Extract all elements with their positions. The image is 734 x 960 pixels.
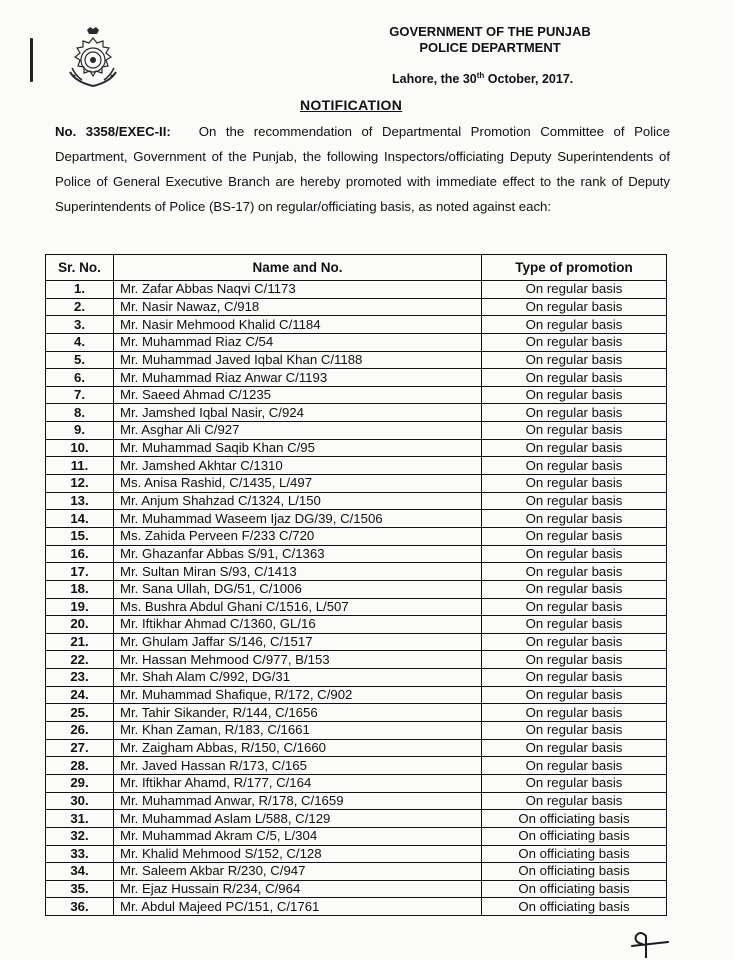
name-cell: Mr. Zafar Abbas Naqvi C/1173 [114, 281, 482, 299]
sr-number-cell: 6. [46, 369, 114, 387]
name-cell: Ms. Zahida Perveen F/233 C/720 [114, 527, 482, 545]
promotion-type-cell: On regular basis [482, 739, 667, 757]
promotion-type-cell: On regular basis [482, 404, 667, 422]
promotion-type-cell: On regular basis [482, 298, 667, 316]
name-cell: Mr. Muhammad Riaz C/54 [114, 333, 482, 351]
name-cell: Mr. Saeed Ahmad C/1235 [114, 386, 482, 404]
table-row [46, 386, 667, 404]
sr-number-cell: 34. [46, 863, 114, 881]
sr-number-cell: 27. [46, 739, 114, 757]
sr-number-cell: 22. [46, 651, 114, 669]
sr-number-cell: 20. [46, 616, 114, 634]
column-header-sr-no: Sr. No. [46, 255, 114, 281]
name-cell: Mr. Sana Ullah, DG/51, C/1006 [114, 580, 482, 598]
name-cell: Mr. Javed Hassan R/173, C/165 [114, 757, 482, 775]
name-cell: Mr. Muhammad Shafique, R/172, C/902 [114, 686, 482, 704]
table-row [46, 369, 667, 387]
column-header-type: Type of promotion [482, 255, 667, 281]
name-cell: Mr. Shah Alam C/992, DG/31 [114, 669, 482, 687]
promotion-type-cell: On regular basis [482, 633, 667, 651]
dateline [392, 71, 573, 86]
notification-title: NOTIFICATION [300, 97, 403, 113]
promotion-type-cell: On officiating basis [482, 898, 667, 916]
name-cell: Mr. Iftikhar Ahamd, R/177, C/164 [114, 774, 482, 792]
sr-number-cell: 4. [46, 333, 114, 351]
table-row [46, 475, 667, 493]
table-row [46, 669, 667, 687]
promotion-type-cell: On regular basis [482, 369, 667, 387]
table-row [46, 598, 667, 616]
sr-number-cell: 11. [46, 457, 114, 475]
table-header-row [46, 255, 667, 281]
sr-number-cell: 17. [46, 563, 114, 581]
date-ordinal: th [476, 71, 485, 80]
sr-number-cell: 25. [46, 704, 114, 722]
name-cell: Mr. Saleem Akbar R/230, C/947 [114, 863, 482, 881]
promotion-type-cell: On regular basis [482, 686, 667, 704]
sr-number-cell: 7. [46, 386, 114, 404]
sr-number-cell: 32. [46, 827, 114, 845]
table-row [46, 792, 667, 810]
table-row [46, 898, 667, 916]
sr-number-cell: 18. [46, 580, 114, 598]
promotion-type-cell: On officiating basis [482, 845, 667, 863]
promotion-type-cell: On regular basis [482, 316, 667, 334]
name-cell: Mr. Nasir Nawaz, C/918 [114, 298, 482, 316]
table-row [46, 739, 667, 757]
name-cell: Mr. Sultan Miran S/93, C/1413 [114, 563, 482, 581]
sr-number-cell: 30. [46, 792, 114, 810]
sr-number-cell: 9. [46, 422, 114, 440]
table-row [46, 863, 667, 881]
table-row [46, 333, 667, 351]
sr-number-cell: 33. [46, 845, 114, 863]
promotion-type-cell: On regular basis [482, 281, 667, 299]
name-cell: Mr. Muhammad Saqib Khan C/95 [114, 439, 482, 457]
table-row [46, 563, 667, 581]
name-cell: Mr. Muhammad Riaz Anwar C/1193 [114, 369, 482, 387]
table-row [46, 651, 667, 669]
sr-number-cell: 36. [46, 898, 114, 916]
name-cell: Mr. Muhammad Akram C/5, L/304 [114, 827, 482, 845]
table-row [46, 510, 667, 528]
promotion-type-cell: On officiating basis [482, 827, 667, 845]
name-cell: Mr. Jamshed Akhtar C/1310 [114, 457, 482, 475]
promotion-type-cell: On regular basis [482, 386, 667, 404]
promotion-type-cell: On regular basis [482, 722, 667, 740]
promotion-type-cell: On regular basis [482, 757, 667, 775]
name-cell: Mr. Asghar Ali C/927 [114, 422, 482, 440]
table-row [46, 316, 667, 334]
promotion-type-cell: On officiating basis [482, 880, 667, 898]
name-cell: Mr. Muhammad Aslam L/588, C/129 [114, 810, 482, 828]
table-row [46, 616, 667, 634]
table-row [46, 827, 667, 845]
promotion-type-cell: On regular basis [482, 422, 667, 440]
handwritten-initial-mark [628, 930, 672, 958]
name-cell: Mr. Muhammad Javed Iqbal Khan C/1188 [114, 351, 482, 369]
table-row [46, 686, 667, 704]
name-cell: Mr. Jamshed Iqbal Nasir, C/924 [114, 404, 482, 422]
promotion-type-cell: On regular basis [482, 457, 667, 475]
promotion-type-cell: On officiating basis [482, 810, 667, 828]
sr-number-cell: 23. [46, 669, 114, 687]
date-prefix: Lahore, the 30 [392, 72, 477, 87]
promotion-type-cell: On regular basis [482, 475, 667, 493]
promotion-type-cell: On regular basis [482, 704, 667, 722]
table-body [46, 281, 667, 916]
promotion-type-cell: On regular basis [482, 563, 667, 581]
table-row [46, 757, 667, 775]
promotion-table [45, 254, 667, 916]
promotion-type-cell: On regular basis [482, 774, 667, 792]
name-cell: Mr. Muhammad Anwar, R/178, C/1659 [114, 792, 482, 810]
promotion-type-cell: On regular basis [482, 333, 667, 351]
table-row [46, 810, 667, 828]
table-row [46, 527, 667, 545]
table-row [46, 439, 667, 457]
sr-number-cell: 28. [46, 757, 114, 775]
name-cell: Mr. Tahir Sikander, R/144, C/1656 [114, 704, 482, 722]
name-cell: Ms. Bushra Abdul Ghani C/1516, L/507 [114, 598, 482, 616]
promotion-type-cell: On regular basis [482, 598, 667, 616]
promotion-type-cell: On regular basis [482, 351, 667, 369]
sr-number-cell: 26. [46, 722, 114, 740]
promotion-type-cell: On officiating basis [482, 863, 667, 881]
sr-number-cell: 5. [46, 351, 114, 369]
name-cell: Mr. Ghulam Jaffar S/146, C/1517 [114, 633, 482, 651]
name-cell: Mr. Khan Zaman, R/183, C/1661 [114, 722, 482, 740]
table-row [46, 774, 667, 792]
name-cell: Mr. Hassan Mehmood C/977, B/153 [114, 651, 482, 669]
sr-number-cell: 29. [46, 774, 114, 792]
sr-number-cell: 8. [46, 404, 114, 422]
sr-number-cell: 24. [46, 686, 114, 704]
table-row [46, 492, 667, 510]
table-row [46, 298, 667, 316]
promotion-type-cell: On regular basis [482, 545, 667, 563]
sr-number-cell: 19. [46, 598, 114, 616]
sr-number-cell: 15. [46, 527, 114, 545]
notification-text: On the recommendation of Departmental Promotion Committee of Police Department, Government of the Punjab, the following Inspectors/officiating Deputy Superintendents of Police of General Executive Branch are hereby promoted with immediate effect to the rank of Deputy Superintendents of Police (BS-17) on regular/officiating basis, as noted against each: [55, 124, 670, 214]
table-row [46, 545, 667, 563]
promotion-type-cell: On regular basis [482, 527, 667, 545]
name-cell: Mr. Muhammad Waseem Ijaz DG/39, C/1506 [114, 510, 482, 528]
table-row [46, 880, 667, 898]
table-row [46, 351, 667, 369]
name-cell: Mr. Khalid Mehmood S/152, C/128 [114, 845, 482, 863]
name-cell: Mr. Nasir Mehmood Khalid C/1184 [114, 316, 482, 334]
letterhead [360, 24, 620, 56]
table-row [46, 722, 667, 740]
sr-number-cell: 14. [46, 510, 114, 528]
margin-mark [30, 38, 33, 82]
promotion-type-cell: On regular basis [482, 651, 667, 669]
name-cell: Mr. Zaigham Abbas, R/150, C/1660 [114, 739, 482, 757]
sr-number-cell: 35. [46, 880, 114, 898]
table-row [46, 845, 667, 863]
table-row [46, 633, 667, 651]
promotion-type-cell: On regular basis [482, 792, 667, 810]
name-cell: Mr. Abdul Majeed PC/151, C/1761 [114, 898, 482, 916]
department-title: POLICE DEPARTMENT [419, 40, 561, 55]
promotion-type-cell: On regular basis [482, 669, 667, 687]
sr-number-cell: 21. [46, 633, 114, 651]
name-cell: Mr. Ghazanfar Abbas S/91, C/1363 [114, 545, 482, 563]
sr-number-cell: 1. [46, 281, 114, 299]
promotion-type-cell: On regular basis [482, 580, 667, 598]
column-header-name: Name and No. [114, 255, 482, 281]
table-row [46, 404, 667, 422]
promotion-type-cell: On regular basis [482, 510, 667, 528]
sr-number-cell: 2. [46, 298, 114, 316]
name-cell: Ms. Anisa Rashid, C/1435, L/497 [114, 475, 482, 493]
sr-number-cell: 16. [46, 545, 114, 563]
date-suffix: October, 2017. [484, 72, 574, 87]
sr-number-cell: 31. [46, 810, 114, 828]
government-title: GOVERNMENT OF THE PUNJAB [389, 24, 591, 39]
promotion-type-cell: On regular basis [482, 439, 667, 457]
sr-number-cell: 10. [46, 439, 114, 457]
table-row [46, 281, 667, 299]
promotion-type-cell: On regular basis [482, 616, 667, 634]
sr-number-cell: 12. [46, 475, 114, 493]
sr-number-cell: 13. [46, 492, 114, 510]
promotion-type-cell: On regular basis [482, 492, 667, 510]
table-row [46, 422, 667, 440]
notification-number: No. 3358/EXEC-II: [55, 124, 171, 139]
table-row [46, 580, 667, 598]
name-cell: Mr. Anjum Shahzad C/1324, L/150 [114, 492, 482, 510]
name-cell: Mr. Iftikhar Ahmad C/1360, GL/16 [114, 616, 482, 634]
table-row [46, 704, 667, 722]
table-row [46, 457, 667, 475]
sr-number-cell: 3. [46, 316, 114, 334]
notification-body [55, 119, 670, 219]
punjab-police-emblem-icon [62, 26, 124, 90]
name-cell: Mr. Ejaz Hussain R/234, C/964 [114, 880, 482, 898]
